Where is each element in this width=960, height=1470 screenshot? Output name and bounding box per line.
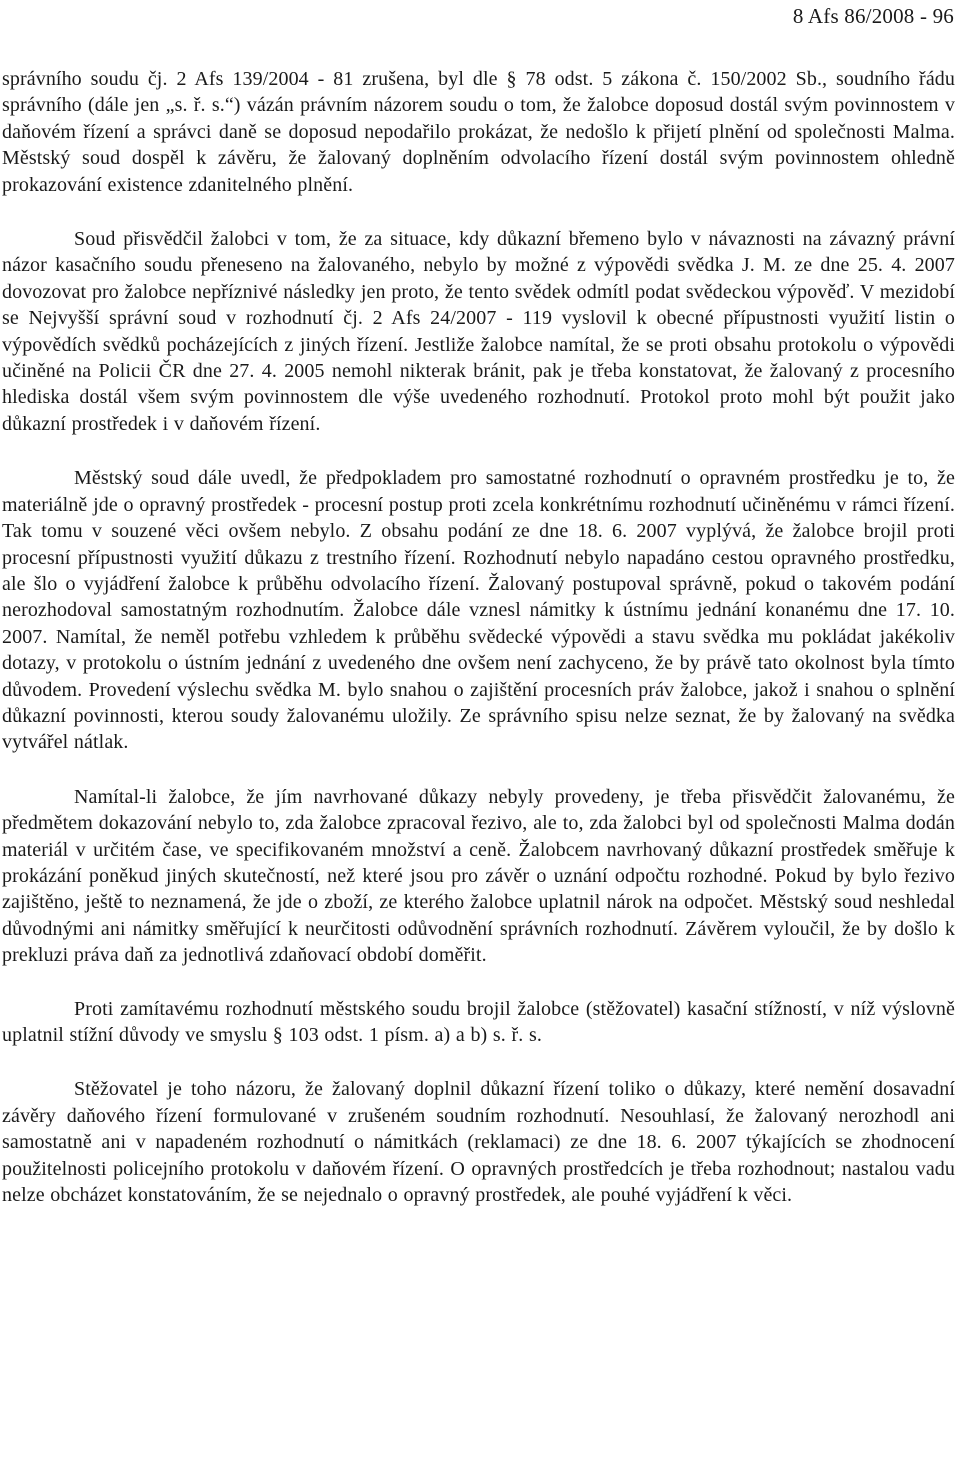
paragraph-witness-testimony: Soud přisvědčil žalobci v tom, že za situace, kdy důkazní břemeno bylo v návaznosti na závazný právní názor kasačního soudu přeneseno na žalovaného, nebylo by možné z výpovědi svědka J. M. ze dne 25. 4. 2007 dovozovat pro žalobce nepříznivé následky jen proto, že tento svědek odmítl podat svědeckou výpověď. V mezidobí se Nejvyšší správní soud v rozhodnutí čj. 2 Afs 24/2007 - 119 vyslovil k obecné přípustnosti využití listin o výpovědích svědků pocházejících z jiných řízení. Jestliže žalobce namítal, že se proti obsahu protokolu o výpovědi učiněné na Policii ČR dne 27. 4. 2005 nemohl nikterak bránit, pak je třeba konstatovat, že žalovaný z procesního hlediska dostál všem svým povinnostem dle výše uvedeného rozhodnutí. Protokol proto mohl být použit jako důkazní prostředek i v daňovém řízení. xyxy=(2,228,955,435)
paragraph-cassation-complaint: Proti zamítavému rozhodnutí městského soudu brojil žalobce (stěžovatel) kasační stížností, v níž výslovně uplatnil stížní důvody ve smyslu § 103 odst. 1 písm. a) a b) s. ř. s. xyxy=(2,997,955,1046)
paragraph-complainant-opinion: Stěžovatel je toho názoru, že žalovaný doplnil důkazní řízení toliko o důkazy, které nemění dosavadní závěry daňového řízení formulované v zrušeném soudním rozhodnutí. Nesouhlasí, že žalovaný nerozhodl ani samostatně ani v napadeném rozhodnutí o námitkách (reklamaci) ze dne 18. 6. 2007 týkajících se zhodnocení použitelnosti policejního protokolu v daňovém řízení. O opravných prostředcích je třeba rozhodnout; nastalou vadu nelze obcházet konstatováním, že se nejednalo o opravný prostředek, ale pouhé vyjádření k věci. xyxy=(2,1078,955,1207)
document-body xyxy=(2,66,955,1208)
paragraph-evidence-proposals: Namítal-li žalobce, že jím navrhované důkazy nebyly provedeny, je třeba přisvědčit žalovanému, že předmětem dokazování nebylo to, zda žalobce zpracoval řezivo, ale to, zda žalobci byl od společnosti Malma dodán materiál v určitém čase, ve specifikovaném množství a ceně. Žalobcem navrhovaný důkazní prostředek směřuje k prokázání poněkud jiných skutečností, než které jsou pro závěr o uznání odpočtu rozhodné. Pokud by bylo řezivo zajištěno, ještě to neznamená, že jde o zboží, ze kterého žalobce uplatnil nárok na odpočet. Městský soud neshledal důvodnými ani námitky směřující k neurčitosti odůvodnění správních rozhodnutí. Závěrem vyloučil, že by došlo k prekluzi práva daň za jednotlivá zdaňovací období doměřit. xyxy=(2,785,955,967)
paragraph-continuation: správního soudu čj. 2 Afs 139/2004 - 81 zrušena, byl dle § 78 odst. 5 zákona č. 150/2002 Sb., soudního řádu správního (dále jen „s. ř. s.“) vázán právním názorem soudu o tom, že žalobce doposud dostál svým povinnostem v daňovém řízení a správci daně se doposud nepodařilo prokázat, že nedošlo k přijetí plnění od společnosti Malma. Městský soud dospěl k závěru, že žalovaný doplněním odvolacího řízení dostál svým povinnostem ohledně prokazování existence zdanitelného plnění. xyxy=(2,68,955,196)
paragraph-remedy: Městský soud dále uvedl, že předpokladem pro samostatné rozhodnutí o opravném prostředku je to, že materiálně jde o opravný prostředek - procesní postup proti zcela konkrétnímu rozhodnutí učiněnému v rámci řízení. Tak tomu v souzené věci ovšem nebylo. Z obsahu podání ze dne 18. 6. 2007 vyplývá, že žalobce brojil proti procesní přípustnosti využití důkazu z trestního řízení. Rozhodnutí nebylo napadáno cestou opravného prostředku, ale šlo o vyjádření žalobce k průběhu odvolacího řízení. Žalovaný postupoval správně, pokud o takovém podání nerozhodoval samostatným rozhodnutím. Žalobce dále vznesl námitky k ústnímu jednání konanému dne 17. 10. 2007. Namítal, že neměl potřebu vzhledem k průběhu svědecké výpovědi a stavu svědka mu pokládat jakékoliv dotazy, v protokolu o ústním jednání z uvedeného dne ovšem není zachyceno, že by právě tato okolnost byla tímto důvodem. Provedení výslechu svědka M. bylo snahou o zajištění procesních práv žalobce, jakož i snahou o splnění důkazní povinnosti, kterou soudy žalovanému uložily. Ze správního spisu nelze seznat, že by žalovaný na svědka vytvářel nátlak. xyxy=(2,467,955,754)
case-number-header: 8 Afs 86/2008 - 96 xyxy=(792,4,954,28)
